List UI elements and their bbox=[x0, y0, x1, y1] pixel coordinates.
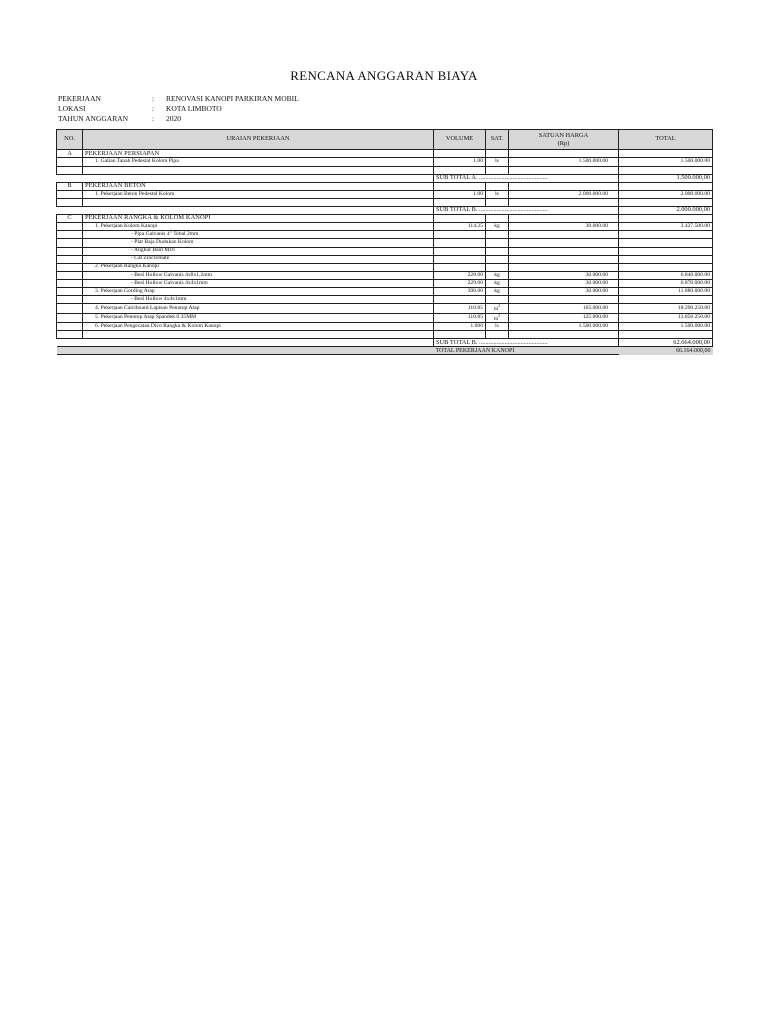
subtotal-label: SUB TOTAL B. ........................................... bbox=[434, 339, 619, 347]
item-unit bbox=[486, 279, 509, 287]
item-volume: 229.00 bbox=[434, 279, 486, 287]
empty-cell bbox=[619, 331, 713, 339]
item-unit-superscript: 2 bbox=[498, 313, 501, 318]
item-total bbox=[619, 231, 713, 239]
item-unit bbox=[486, 271, 509, 279]
item-description: 6. Pekerjaan Pengecatan Dico Rangka & Kolom Kanopi bbox=[83, 323, 434, 331]
meta-key: TAHUN ANGGARAN bbox=[58, 114, 129, 123]
item-total: 1.500.000.00 bbox=[619, 158, 713, 166]
item-unit-price bbox=[509, 296, 619, 304]
item-total: 2.000.000.00 bbox=[619, 190, 713, 198]
empty-cell bbox=[434, 182, 486, 190]
section-row bbox=[57, 150, 713, 158]
header-no: NO. bbox=[57, 130, 83, 150]
meta-row-tahun bbox=[58, 114, 299, 124]
item-unit bbox=[486, 304, 509, 313]
item-total: 1.500.000.00 bbox=[619, 323, 713, 331]
item-description: - Cat Zincromate bbox=[83, 255, 434, 263]
table-row bbox=[57, 263, 713, 271]
meta-value: RENOVASI KANOPI PARKIRAN MOBIL bbox=[166, 94, 299, 103]
table-row bbox=[57, 231, 713, 239]
item-no bbox=[57, 287, 83, 295]
item-unit-price bbox=[509, 247, 619, 255]
meta-separator: : bbox=[152, 104, 155, 113]
empty-cell bbox=[57, 339, 83, 347]
meta-separator: : bbox=[152, 114, 155, 123]
table-row bbox=[57, 287, 713, 295]
section-row bbox=[57, 215, 713, 223]
item-description: 1. Pekerjaan Kolom Kanopi bbox=[83, 223, 434, 231]
item-unit-price: 30.000.00 bbox=[509, 287, 619, 295]
item-unit-price: 30.000.00 bbox=[509, 279, 619, 287]
table-header bbox=[57, 130, 713, 150]
empty-cell bbox=[486, 331, 509, 339]
item-description: 1. Galian Tanah Pedestal Kolom Pipa bbox=[83, 158, 434, 166]
item-no bbox=[57, 313, 83, 322]
item-description: 5. Pekerjaan Penutup Atap Spandek 0.35MM bbox=[83, 313, 434, 322]
item-total: 13.856.250.00 bbox=[619, 313, 713, 322]
item-description: - Besi Hollow 4x4x1mm bbox=[83, 296, 434, 304]
table-row bbox=[57, 323, 713, 331]
header-harga-unit: (Rp) bbox=[557, 139, 570, 147]
table-row bbox=[57, 279, 713, 287]
empty-cell bbox=[57, 331, 83, 339]
empty-cell bbox=[509, 331, 619, 339]
item-no bbox=[57, 223, 83, 231]
item-description: - Angkur Baut M16 bbox=[83, 247, 434, 255]
subtotal-label: SUB TOTAL A. ........................................... bbox=[434, 174, 619, 182]
item-volume: 228.00 bbox=[434, 271, 486, 279]
item-unit-price bbox=[509, 263, 619, 271]
empty-cell bbox=[619, 182, 713, 190]
item-unit bbox=[486, 239, 509, 247]
empty-cell bbox=[509, 215, 619, 223]
empty-cell bbox=[619, 166, 713, 174]
empty-cell bbox=[83, 339, 434, 347]
item-total bbox=[619, 263, 713, 271]
blank-row bbox=[57, 198, 713, 206]
item-unit-text: kg bbox=[494, 287, 500, 294]
item-unit-price: 165.000.00 bbox=[509, 304, 619, 313]
item-unit-text: ls bbox=[495, 158, 499, 165]
item-unit bbox=[486, 263, 509, 271]
section-row bbox=[57, 182, 713, 190]
item-total bbox=[619, 247, 713, 255]
table-row bbox=[57, 247, 713, 255]
meta-value: KOTA LIMBOTO bbox=[166, 104, 222, 113]
empty-cell bbox=[434, 331, 486, 339]
item-unit-price: 1.500.000.00 bbox=[509, 158, 619, 166]
section-no: A bbox=[57, 150, 83, 158]
item-total: 6.840.000.00 bbox=[619, 271, 713, 279]
item-unit-text: m bbox=[493, 315, 499, 322]
item-no bbox=[57, 323, 83, 331]
grand-total-value: 66.164.000,00 bbox=[619, 347, 713, 355]
item-volume bbox=[434, 263, 486, 271]
header-uraian: URAIAN PEKERJAAN bbox=[83, 130, 434, 150]
empty-cell bbox=[57, 207, 83, 215]
meta-key: PEKERJAAN bbox=[58, 94, 101, 103]
item-unit-price: 30.000.00 bbox=[509, 223, 619, 231]
item-unit bbox=[486, 231, 509, 239]
budget-table bbox=[56, 129, 713, 355]
item-unit bbox=[486, 158, 509, 166]
project-info bbox=[58, 94, 299, 124]
table-row bbox=[57, 271, 713, 279]
header-harga-label: SATUAN HARGA bbox=[538, 132, 589, 139]
item-unit-text: ls bbox=[495, 322, 499, 329]
subtotal-value: 2.000.000,00 bbox=[619, 207, 713, 215]
document-title: RENCANA ANGGARAN BIAYA bbox=[290, 68, 478, 83]
item-description: - Pipa Galvanis 4" Tebal 2mm bbox=[83, 231, 434, 239]
item-volume bbox=[434, 231, 486, 239]
item-unit bbox=[486, 247, 509, 255]
empty-cell bbox=[83, 174, 434, 182]
table-body bbox=[57, 150, 713, 347]
item-unit bbox=[486, 190, 509, 198]
item-unit-text: m bbox=[493, 306, 499, 313]
item-no bbox=[57, 247, 83, 255]
item-unit-text: kg bbox=[494, 271, 500, 278]
item-unit-text: kg bbox=[494, 279, 500, 286]
subtotal-row bbox=[57, 174, 713, 182]
item-volume: 1.000 bbox=[434, 323, 486, 331]
section-no: B bbox=[57, 182, 83, 190]
table-row bbox=[57, 304, 713, 313]
item-volume: 396.00 bbox=[434, 287, 486, 295]
item-volume: 1.00 bbox=[434, 158, 486, 166]
item-volume bbox=[434, 296, 486, 304]
empty-cell bbox=[509, 166, 619, 174]
item-no bbox=[57, 239, 83, 247]
empty-cell bbox=[619, 150, 713, 158]
item-unit-price bbox=[509, 255, 619, 263]
item-description: - Besi Hollow Galvanis 4x4x1mm bbox=[83, 279, 434, 287]
empty-cell bbox=[486, 182, 509, 190]
blank-row bbox=[57, 331, 713, 339]
grand-total-row bbox=[57, 347, 713, 355]
meta-separator: : bbox=[152, 94, 155, 103]
item-description: 1. Pekerjaan Beton Pedestal Kolom bbox=[83, 190, 434, 198]
item-volume: 110.85 bbox=[434, 313, 486, 322]
empty-cell bbox=[509, 198, 619, 206]
item-total bbox=[619, 239, 713, 247]
item-description: - Besi Hollow Galvanis 4x8x1,2mm bbox=[83, 271, 434, 279]
meta-key: LOKASI bbox=[58, 104, 86, 113]
empty-cell bbox=[619, 198, 713, 206]
item-no bbox=[57, 263, 83, 271]
item-unit bbox=[486, 296, 509, 304]
empty-cell bbox=[509, 150, 619, 158]
item-unit bbox=[486, 323, 509, 331]
meta-row-pekerjaan bbox=[58, 94, 299, 104]
item-volume bbox=[434, 247, 486, 255]
section-title: PEKERJAAN PERSIAPAN bbox=[83, 150, 434, 158]
item-volume: 1.00 bbox=[434, 190, 486, 198]
empty-cell bbox=[83, 198, 434, 206]
table-row bbox=[57, 313, 713, 322]
section-title: PEKERJAAN RANGKA & KOLOM KANOPI bbox=[83, 215, 434, 223]
item-volume bbox=[434, 255, 486, 263]
item-total: 11.880.000.00 bbox=[619, 287, 713, 295]
subtotal-row bbox=[57, 207, 713, 215]
item-unit-price bbox=[509, 239, 619, 247]
meta-row-lokasi bbox=[58, 104, 299, 114]
table-row bbox=[57, 255, 713, 263]
section-no: C bbox=[57, 215, 83, 223]
empty-cell bbox=[57, 198, 83, 206]
item-volume bbox=[434, 239, 486, 247]
item-description: 2. Pekerjaan Rangka Kanopi bbox=[83, 263, 434, 271]
item-volume: 110.85 bbox=[434, 304, 486, 313]
empty-cell bbox=[486, 215, 509, 223]
item-no bbox=[57, 279, 83, 287]
item-no bbox=[57, 255, 83, 263]
blank-row bbox=[57, 166, 713, 174]
item-no bbox=[57, 271, 83, 279]
subtotal-value: 62.664.000,00 bbox=[619, 339, 713, 347]
item-unit bbox=[486, 255, 509, 263]
section-title: PEKERJAAN BETON bbox=[83, 182, 434, 190]
item-unit-price: 2.000.000.00 bbox=[509, 190, 619, 198]
empty-cell bbox=[57, 174, 83, 182]
empty-cell bbox=[434, 198, 486, 206]
empty-cell bbox=[83, 166, 434, 174]
item-unit-text: kg bbox=[494, 222, 500, 229]
empty-cell bbox=[57, 166, 83, 174]
item-total: 6.870.000.00 bbox=[619, 279, 713, 287]
item-unit bbox=[486, 313, 509, 322]
item-volume: 114.25 bbox=[434, 223, 486, 231]
item-no bbox=[57, 190, 83, 198]
header-total: TOTAL bbox=[619, 130, 713, 150]
subtotal-value: 1.500.000,00 bbox=[619, 174, 713, 182]
item-description: 4. Pekerjaan Calciboard Lapisan Penutup Atap bbox=[83, 304, 434, 313]
item-total bbox=[619, 296, 713, 304]
header-sat: SAT. bbox=[486, 130, 509, 150]
empty-cell bbox=[509, 182, 619, 190]
item-unit-superscript: 2 bbox=[498, 303, 501, 309]
empty-cell bbox=[486, 166, 509, 174]
item-no bbox=[57, 296, 83, 304]
item-unit bbox=[486, 223, 509, 231]
item-unit-price bbox=[509, 231, 619, 239]
empty-cell bbox=[434, 150, 486, 158]
item-total: 18.290.250.00 bbox=[619, 304, 713, 313]
subtotal-row bbox=[57, 339, 713, 347]
item-no bbox=[57, 231, 83, 239]
empty-cell bbox=[434, 166, 486, 174]
item-unit-price: 125.000.00 bbox=[509, 313, 619, 322]
table-row bbox=[57, 190, 713, 198]
table-row bbox=[57, 158, 713, 166]
item-description: - Plat Baja Dudukan Kolom bbox=[83, 239, 434, 247]
empty-cell bbox=[434, 215, 486, 223]
empty-cell bbox=[83, 207, 434, 215]
table-row bbox=[57, 296, 713, 304]
item-unit bbox=[486, 287, 509, 295]
item-total: 3.427.500.00 bbox=[619, 223, 713, 231]
table-row bbox=[57, 223, 713, 231]
grand-total-label: TOTAL PEKERJAAN KANOPI bbox=[434, 347, 619, 355]
meta-value: 2020 bbox=[166, 114, 181, 123]
header-harga bbox=[509, 130, 619, 150]
item-description: 3. Pekerjaan Gording Atap bbox=[83, 287, 434, 295]
item-unit-price: 30.000.00 bbox=[509, 271, 619, 279]
table-row bbox=[57, 239, 713, 247]
header-volume: VOLUME bbox=[434, 130, 486, 150]
subtotal-label: SUB TOTAL B. ........................................... bbox=[434, 207, 619, 215]
item-unit-price: 1.500.000.00 bbox=[509, 323, 619, 331]
item-no bbox=[57, 304, 83, 313]
item-total bbox=[619, 255, 713, 263]
item-no bbox=[57, 158, 83, 166]
empty-cell bbox=[83, 331, 434, 339]
empty-cell bbox=[486, 150, 509, 158]
empty-cell bbox=[619, 215, 713, 223]
empty-cell bbox=[486, 198, 509, 206]
item-unit-text: ls bbox=[495, 190, 499, 197]
